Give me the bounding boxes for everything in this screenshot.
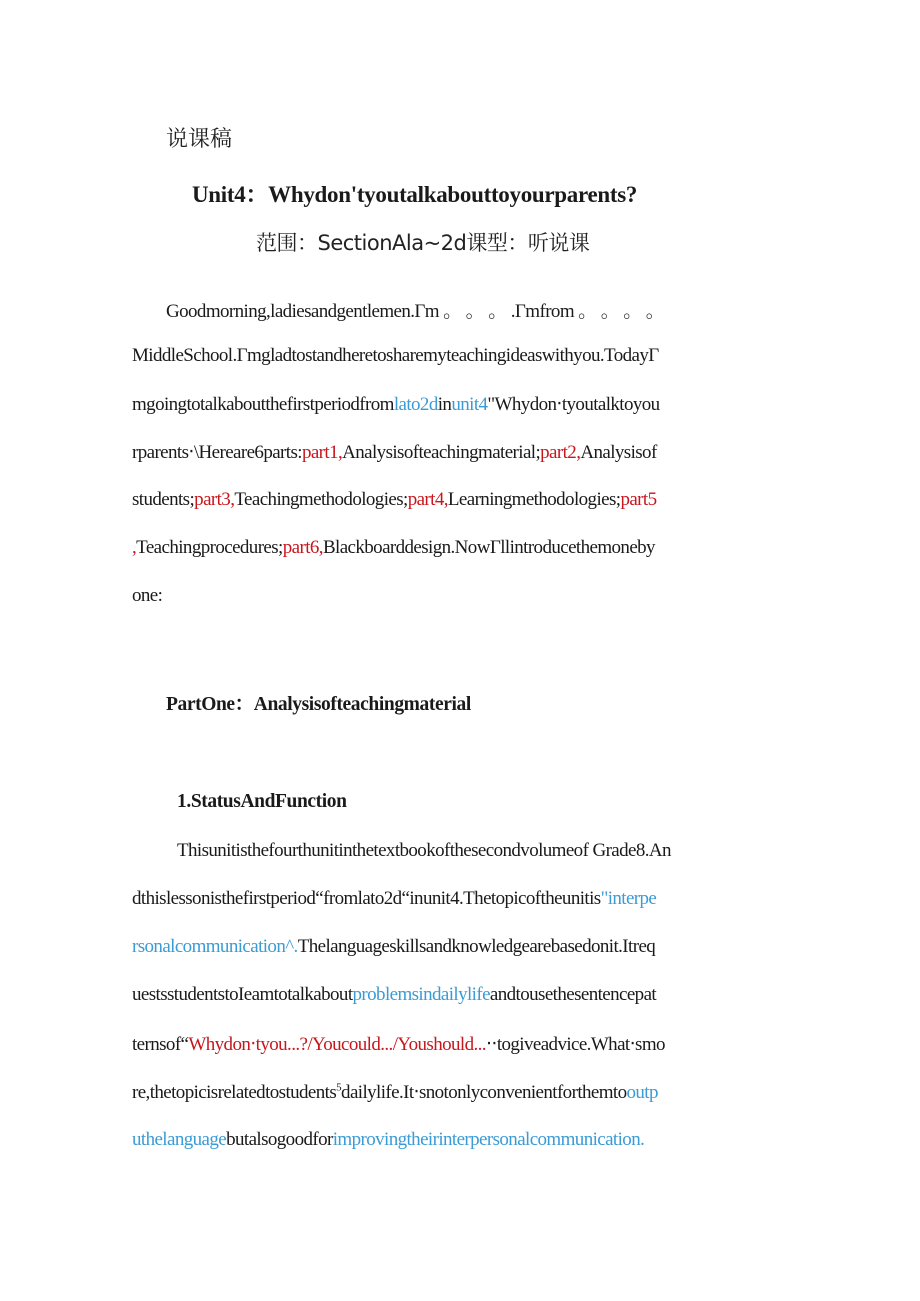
intro-line-7: one:: [132, 585, 163, 606]
part-label: part4,: [407, 489, 448, 510]
part-one-heading: PartOne：Analysisofteachingmaterial: [166, 694, 471, 715]
intro-text: students;: [132, 489, 195, 510]
intro-text: "Whydon‧tyoutalktoyou: [487, 394, 660, 415]
part-label: part2,: [540, 442, 581, 463]
highlight-output: outp: [626, 1082, 658, 1103]
body-text: uestsstudentstoIeamtotalkabout: [132, 984, 353, 1005]
intro-line-4: [132, 441, 657, 464]
highlight-topic: rsonalcommunication^.: [132, 936, 298, 957]
sentence-patterns: Whydon‧tyou...?/Youcould.../Youshould...: [188, 1034, 486, 1055]
intro-text: rparents‧\Hereare6parts:: [132, 442, 302, 463]
body-line-7: [132, 1129, 644, 1151]
highlight-output: uthelanguage: [132, 1129, 227, 1150]
intro-text: mgoingtotalkaboutthefirstperiodfrom: [132, 394, 394, 415]
highlight-problems: problemsindailylife: [352, 984, 490, 1005]
superscript-mark: 5: [336, 1081, 342, 1094]
intro-text: Analysisof: [580, 442, 657, 463]
intro-text: Teachingmethodologies;: [234, 489, 408, 510]
body-text: andtousethesentencepat: [489, 984, 657, 1005]
part-label: part3,: [194, 489, 235, 510]
part-label: ,: [132, 537, 137, 558]
body-line-3: [132, 936, 655, 958]
body-text: Thelanguageskillsandknowledgearebasedonit.Itreq: [297, 936, 656, 957]
intro-text: Blackboarddesign.NowΓllintroducethemoneby: [322, 537, 655, 558]
intro-text: Teachingprocedures;: [136, 537, 283, 558]
part-label: part6,: [282, 537, 323, 558]
intro-text: Learningmethodologies;: [447, 489, 621, 510]
body-line-6: [132, 1081, 658, 1104]
body-line-1: Thisunitisthefourthunitinthetextbookofthesecondvolumeof Grade8.An: [177, 840, 671, 861]
body-text: butalsogoodfor: [226, 1129, 333, 1150]
body-text: dailylife.It‧snotonlyconvenientforthemto: [341, 1082, 627, 1103]
intro-text: in: [437, 394, 452, 415]
part-label: part5: [620, 489, 657, 510]
body-text: dthislessonisthefirstperiod“fromlato2d“inunit4.Thetopicoftheunitis: [132, 888, 601, 909]
body-line-5: [132, 1033, 665, 1056]
part-label: part1,: [301, 442, 343, 463]
intro-line-5: [132, 489, 656, 511]
body-text: ‧‧togiveadvice.What‧smo: [485, 1034, 665, 1055]
lesson-scope: 范围：SectionAla~2d课型：听说课: [256, 231, 590, 255]
section-heading: 1.StatusAndFunction: [177, 791, 347, 812]
document-title: Unit4：Whydon'tyoutalkabouttoyourparents?: [192, 182, 638, 207]
intro-line-3: [132, 393, 660, 416]
document-header: 说课稿: [166, 127, 233, 152]
intro-line-1: Goodmorning,ladiesandgentlemen.Γm 。 。 。 .Γmfrom 。 。 。 。: [166, 301, 665, 322]
highlight-range: lato2d: [393, 394, 438, 415]
intro-text: Analysisofteachingmaterial;: [342, 442, 541, 463]
highlight-unit: unit4: [451, 394, 488, 415]
intro-line-2: MiddleSchool.Γmgladtostandheretosharemyteachingideaswithyou.TodayΓ: [132, 345, 659, 366]
body-text: re,thetopicisrelatedtostudents: [132, 1082, 337, 1103]
highlight-communication: improvingtheirinterpersonalcommunication.: [332, 1129, 645, 1150]
intro-line-6: [132, 537, 655, 559]
highlight-topic: "interpe: [600, 888, 657, 909]
body-text: ternsof“: [132, 1034, 189, 1055]
body-line-2: [132, 888, 656, 910]
body-line-4: [132, 984, 656, 1006]
